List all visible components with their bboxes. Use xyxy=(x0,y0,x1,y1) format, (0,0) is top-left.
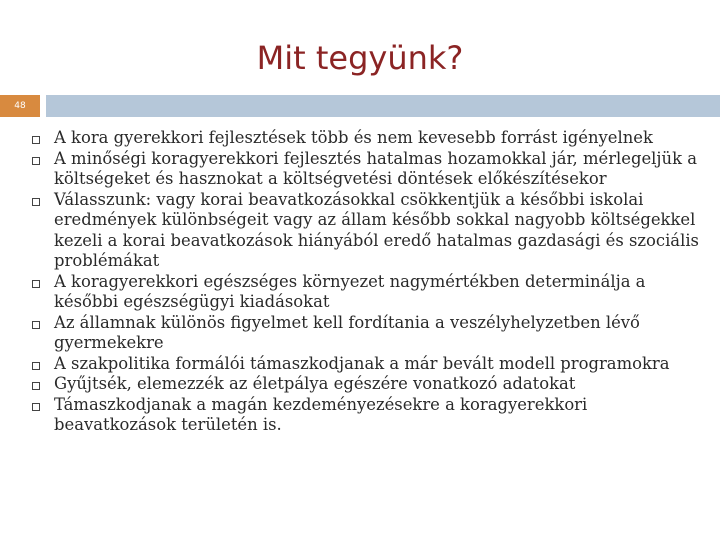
list-item xyxy=(30,149,710,190)
square-bullet-icon xyxy=(32,382,40,390)
list-item xyxy=(30,272,710,313)
bullet-text: A kora gyerekkori fejlesztések több és nem kevesebb forrást igényelnek xyxy=(54,128,653,147)
slide-number: 48 xyxy=(14,101,26,111)
list-item xyxy=(30,313,710,354)
square-bullet-icon xyxy=(32,321,40,329)
bullet-text: A koragyerekkori egészséges környezet nagymértékben determinálja a későbbi egészségügyi kiadásokat xyxy=(54,271,646,311)
square-bullet-icon xyxy=(32,136,40,144)
accent-bar xyxy=(46,95,720,117)
square-bullet-icon xyxy=(32,362,40,370)
slide-title: Mit tegyünk? xyxy=(256,39,464,77)
square-bullet-icon xyxy=(32,157,40,165)
bullet-text: A szakpolitika formálói támaszkodjanak a már bevált modell programokra xyxy=(54,353,670,373)
square-bullet-icon xyxy=(32,198,40,206)
square-bullet-icon xyxy=(32,280,40,288)
bullet-text: A minőségi koragyerekkori fejlesztés hatalmas hozamokkal jár, mérlegeljük a költségeket és hasznokat a költségvetési döntések előkészítésekor xyxy=(54,148,697,188)
list-item xyxy=(30,128,710,149)
list-item xyxy=(30,190,710,272)
bullet-list xyxy=(30,128,710,436)
bullet-text: Gyűjtsék, elemezzék az életpálya egészére vonatkozó adatokat xyxy=(54,374,576,393)
bullet-text: Válasszunk: vagy korai beavatkozásokkal csökkentjük a későbbi iskolai eredmények különbségeit vagy az állam később sokkal nagyobb költségekkel kezeli a korai beavatkozások hiányából eredő hatalmas gazdasági és szociális problémákat xyxy=(54,189,699,270)
bullet-text: Az államnak különös figyelmet kell fordítania a veszélyhelyzetben lévő gyermekekre xyxy=(54,312,640,352)
list-item xyxy=(30,374,710,395)
bullet-text: Támaszkodjanak a magán kezdeményezésekre a koragyerekkori beavatkozások területén is. xyxy=(54,394,588,434)
list-item xyxy=(30,354,710,375)
list-item xyxy=(30,395,710,436)
slide-number-badge xyxy=(0,95,40,117)
square-bullet-icon xyxy=(32,403,40,411)
